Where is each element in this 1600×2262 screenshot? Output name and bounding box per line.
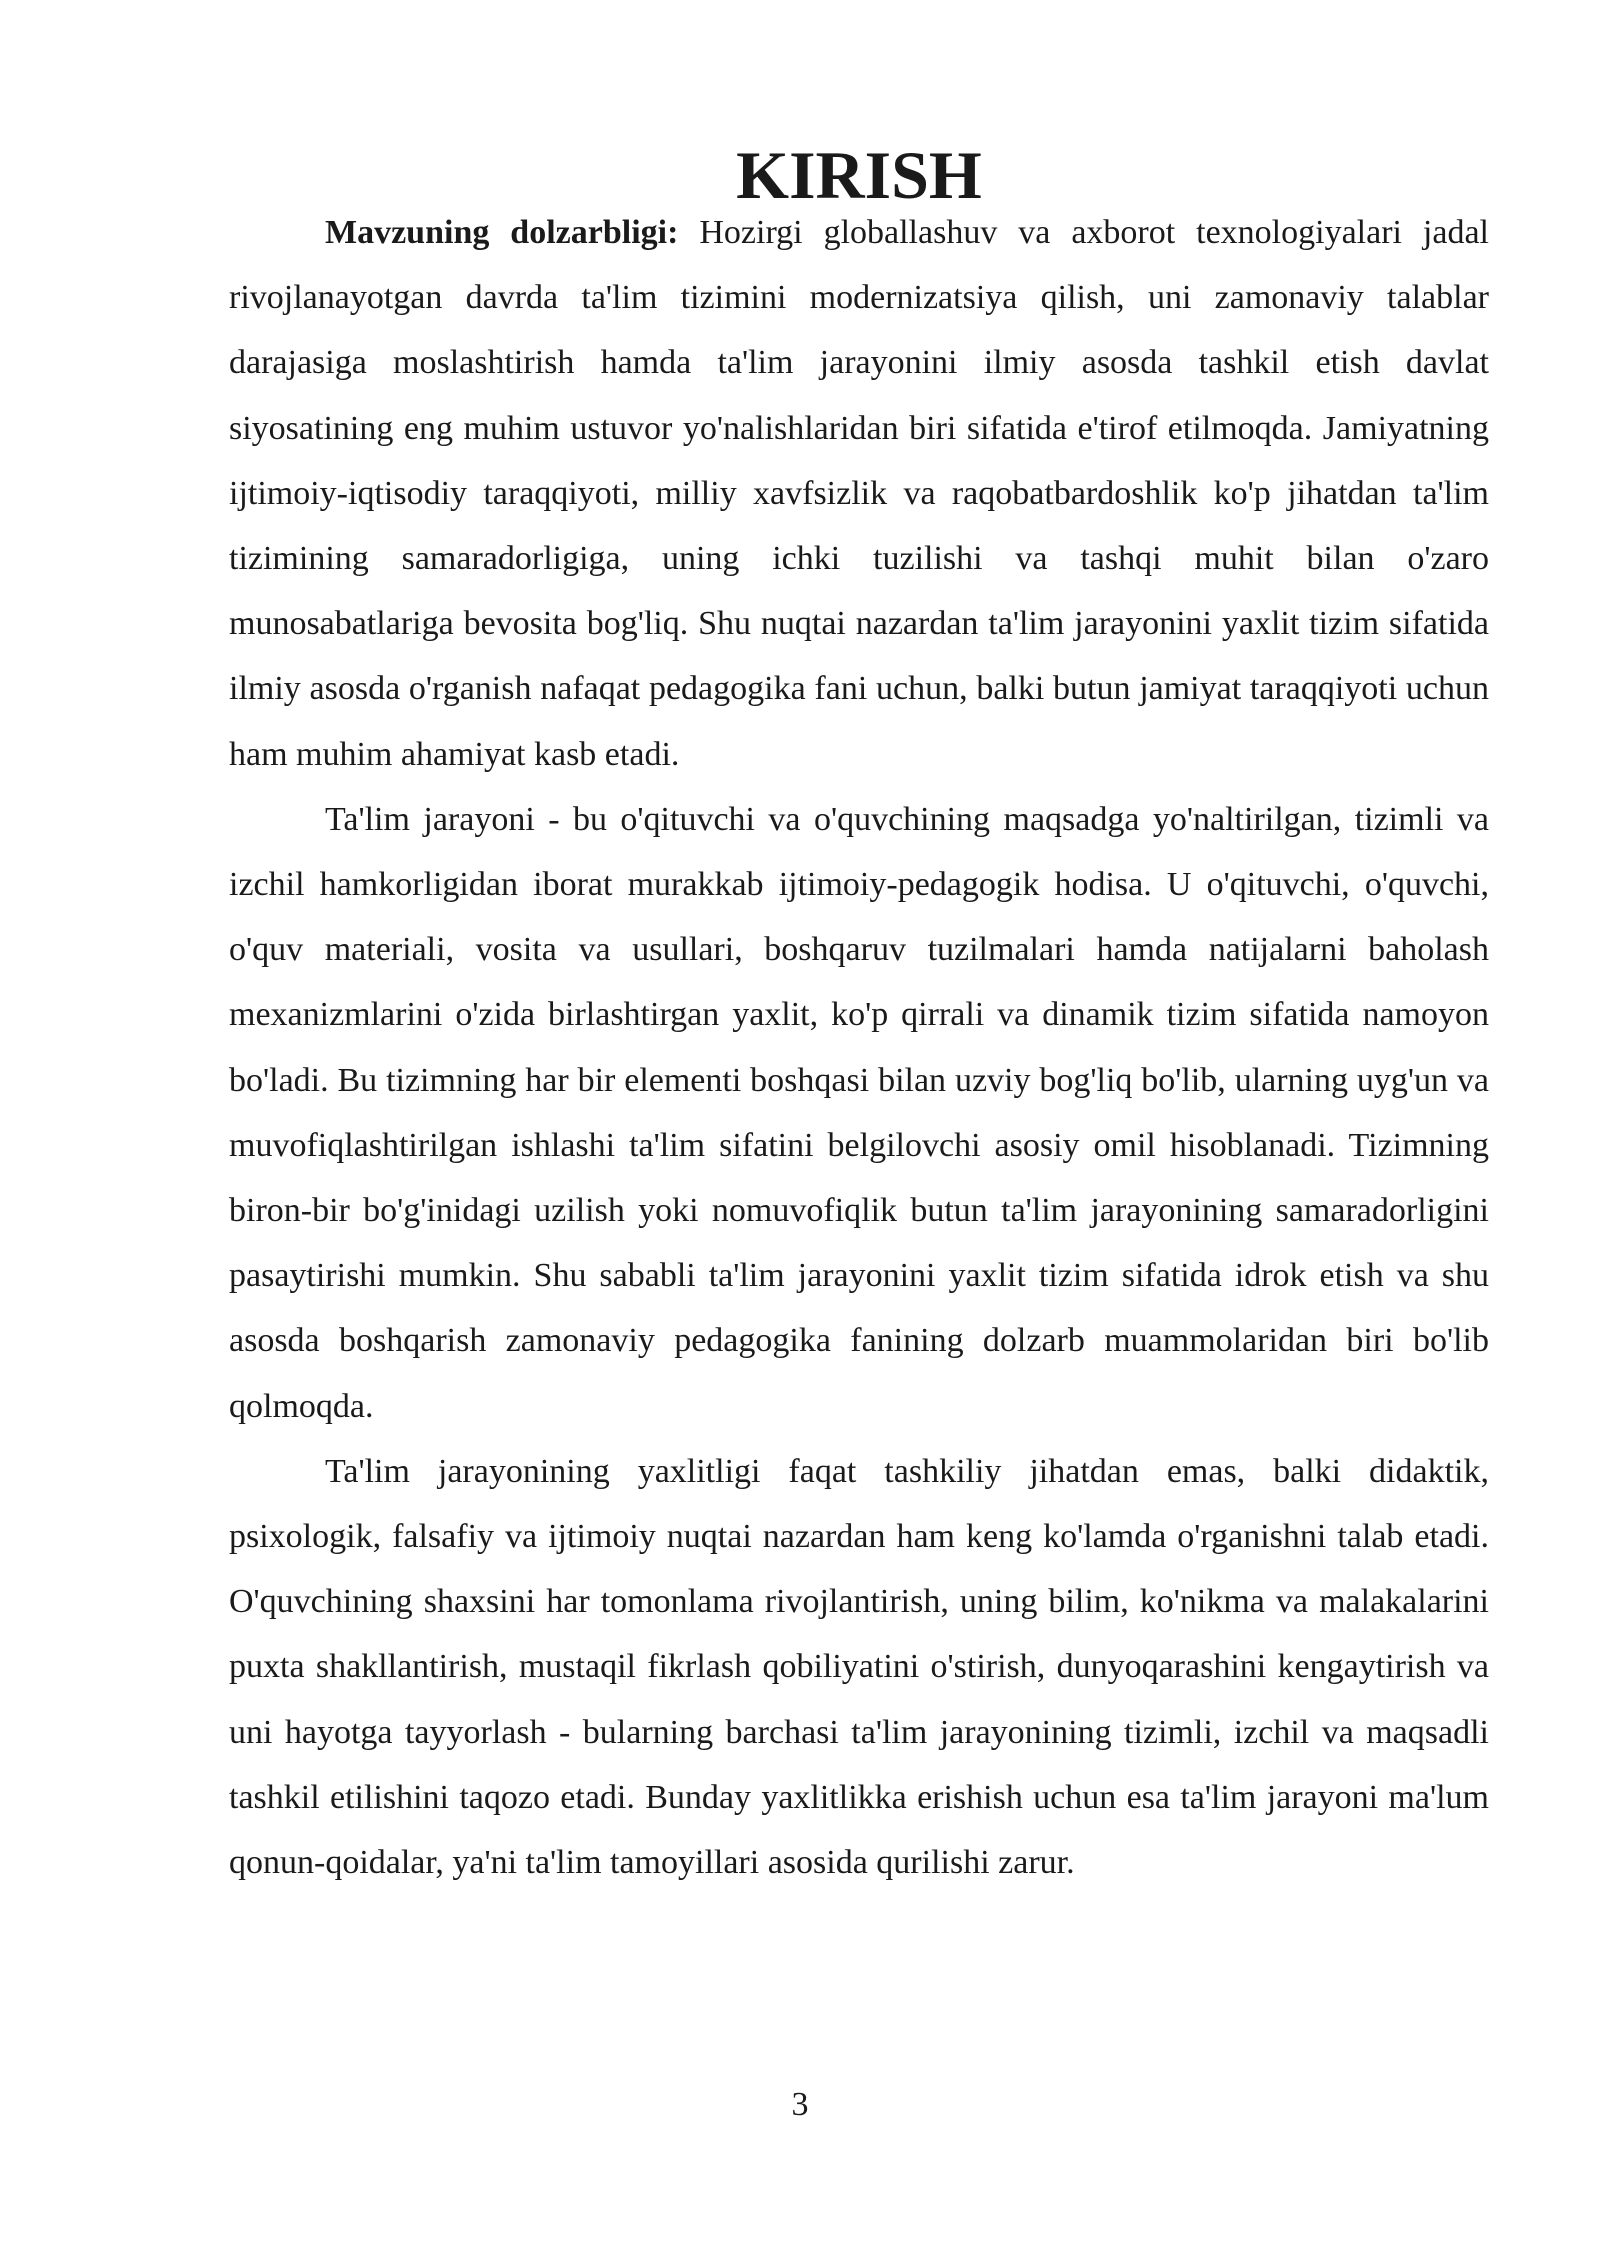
paragraph-lead: Mavzuning dolzarbligi: (325, 214, 679, 251)
document-body (229, 137, 1489, 1895)
paragraph-learning-process (229, 787, 1489, 1439)
section-title: KIRISH (736, 137, 982, 213)
paragraph-integrity (229, 1439, 1489, 1895)
paragraph-text: Hozirgi globallashuv va axborot texnologiyalari jadal rivojlanayotgan davrda ta'lim tizimini modernizatsiya qilish, uni zamonaviy talablar darajasiga moslashtirish hamda ta'lim jarayonini ilmiy asosda tashkil etish davlat siyosatining eng muhim ustuvor yo'nalishlaridan biri sifatida e'tirof etilmoqda. Jamiyatning ijtimoiy-iqtisodiy taraqqiyoti, milliy xavfsizlik va raqobatbardoshlik ko'p jihatdan ta'lim tizimining samaradorligiga, uning ichki tuzilishi va tashqi muhit bilan o'zaro munosabatlariga bevosita bog'liq. Shu nuqtai nazardan ta'lim jarayonini yaxlit tizim sifatida ilmiy asosda o'rganish nafaqat pedagogika fani uchun, balki butun jamiyat taraqqiyoti uchun ham muhim ahamiyat kasb etadi. (229, 214, 1489, 773)
paragraph-relevance (229, 200, 1489, 787)
page-number: 3 (791, 2086, 809, 2123)
paragraph-text: Ta'lim jarayonining yaxlitligi faqat tashkiliy jihatdan emas, balki didaktik, psixologik, falsafiy va ijtimoiy nuqtai nazardan ham keng ko'lamda o'rganishni talab etadi. O'quvchining shaxsini har tomonlama rivojlantirish, uning bilim, ko'nikma va malakalarini puxta shakllantirish, mustaqil fikrlash qobiliyatini o'stirish, dunyoqarashini kengaytirish va uni hayotga tayyorlash - bularning barchasi ta'lim jarayonining tizimli, izchil va maqsadli tashkil etilishini taqozo etadi. Bunday yaxlitlikka erishish uchun esa ta'lim jarayoni ma'lum qonun-qoidalar, ya'ni ta'lim tamoyillari asosida qurilishi zarur. (229, 1452, 1489, 1882)
paragraph-text: Ta'lim jarayoni - bu o'qituvchi va o'quvchining maqsadga yo'naltirilgan, tizimli va izchil hamkorligidan iborat murakkab ijtimoiy-pedagogik hodisa. U o'qituvchi, o'quvchi, o'quv materiali, vosita va usullari, boshqaruv tuzilmalari hamda natijalarni baholash mexanizmlarini o'zida birlashtirgan yaxlit, ko'p qirrali va dinamik tizim sifatida namoyon bo'ladi. Bu tizimning har bir elementi boshqasi bilan uzviy bog'liq bo'lib, ularning uyg'un va muvofiqlashtirilgan ishlashi ta'lim sifatini belgilovchi asosiy omil hisoblanadi. Tizimning biron-bir bo'g'inidagi uzilish yoki nomuvofiqlik butun ta'lim jarayonining samaradorligini pasaytirishi mumkin. Shu sababli ta'lim jarayonini yaxlit tizim sifatida idrok etish va shu asosda boshqarish zamonaviy pedagogika fanining dolzarb muammolaridan biri bo'lib qolmoqda. (229, 800, 1489, 1425)
